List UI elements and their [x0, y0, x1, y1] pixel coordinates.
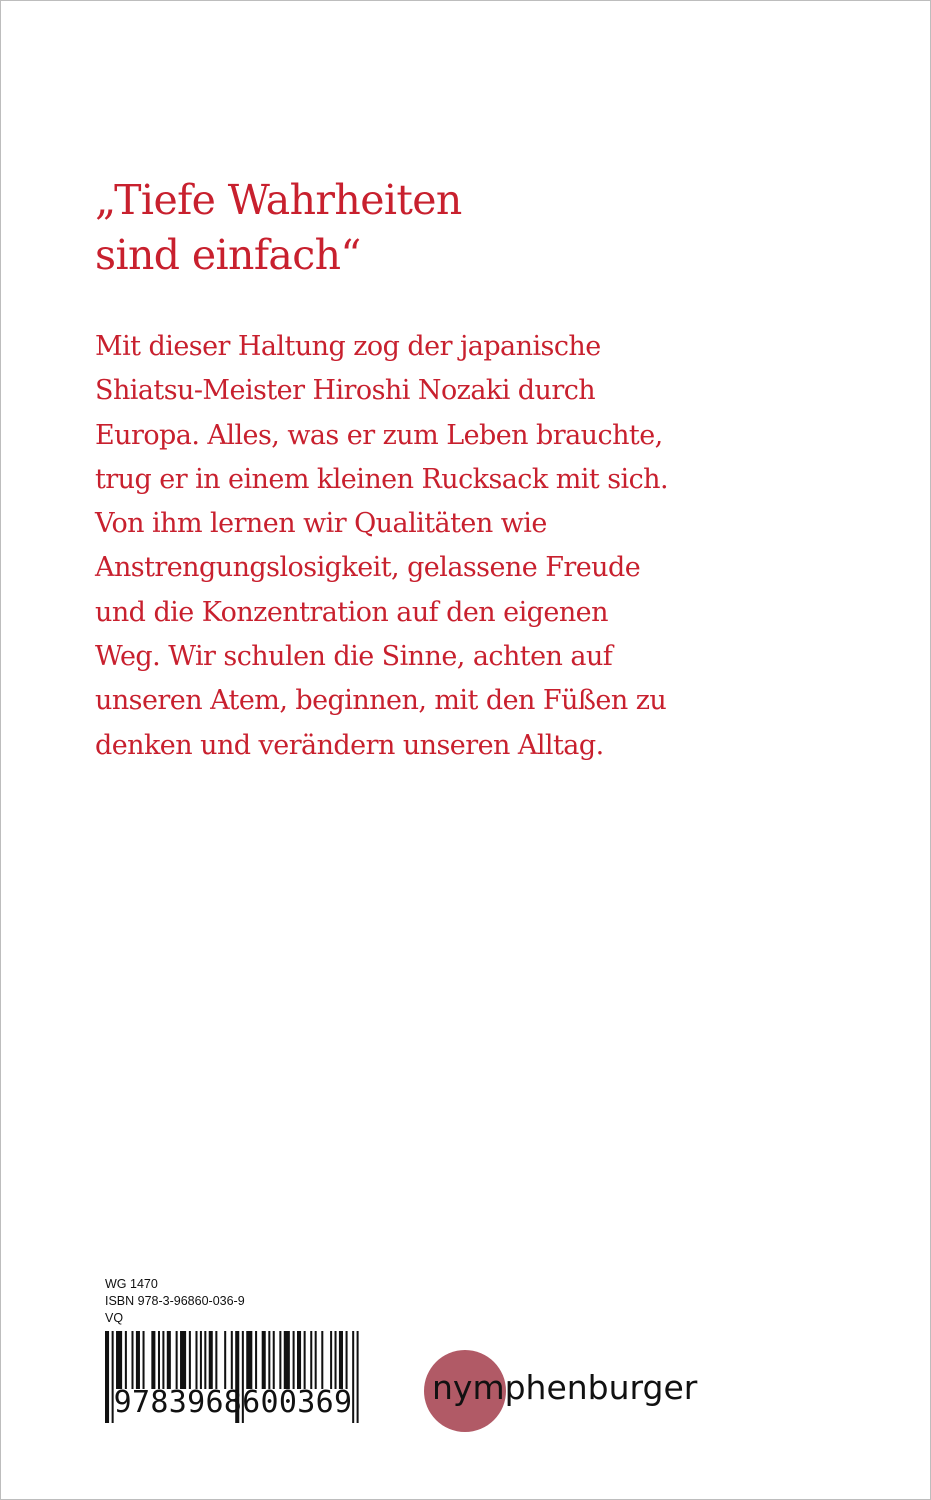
barcode-number: 9783968600369 — [113, 1385, 353, 1420]
barcode-bar — [131, 1331, 133, 1389]
blurb-line: Shiatsu-Meister Hiroshi Nozaki durch — [95, 375, 596, 407]
barcode-bar — [200, 1331, 202, 1389]
headline — [95, 173, 715, 283]
barcode-bar — [125, 1331, 127, 1389]
barcode-bar — [262, 1331, 266, 1389]
blurb-line: Europa. Alles, was er zum Leben brauchte, — [95, 419, 663, 451]
barcode-bar — [279, 1331, 281, 1389]
barcode-bar — [321, 1331, 323, 1389]
barcode-bar — [136, 1331, 140, 1389]
headline-line-2: sind einfach“ — [95, 231, 361, 279]
blurb-text — [95, 325, 775, 768]
headline-line-1: „Tiefe Wahrheiten — [95, 176, 462, 224]
barcode-bar — [246, 1331, 252, 1389]
blurb-line: denken und verändern unseren Alltag. — [95, 729, 604, 761]
logo-text: nymphenburger — [432, 1368, 698, 1407]
barcode-bar — [273, 1331, 275, 1389]
barcode-bar — [167, 1331, 171, 1389]
blurb-line: Von ihm lernen wir Qualitäten wie — [95, 508, 547, 540]
barcode-bar — [176, 1331, 178, 1389]
barcode-bar — [180, 1331, 186, 1389]
barcode-bar — [346, 1331, 348, 1389]
barcode-bar — [339, 1331, 343, 1389]
barcode-bar — [231, 1331, 233, 1389]
barcode-bar — [335, 1331, 337, 1389]
isbn: ISBN 978-3-96860-036-9 — [105, 1294, 245, 1308]
barcode-bar — [158, 1331, 160, 1389]
barcode-bar — [209, 1331, 213, 1389]
blurb-line: Weg. Wir schulen die Sinne, achten auf — [95, 641, 613, 673]
barcode-bar — [151, 1331, 155, 1389]
barcode-bar — [195, 1331, 197, 1389]
vq-code: VQ — [105, 1311, 124, 1325]
blurb-line: und die Konzentration auf den eigenen — [95, 596, 608, 628]
blurb-line: Anstrengungslosigkeit, gelassene Freude — [95, 552, 641, 584]
barcode-bar — [224, 1331, 226, 1389]
barcode-bar — [215, 1331, 217, 1389]
barcode-bar — [162, 1331, 164, 1389]
barcode-bar — [116, 1331, 122, 1389]
barcode-bar — [143, 1331, 145, 1389]
publisher-logo — [424, 1349, 754, 1433]
barcode-bar — [315, 1331, 317, 1389]
barcode-bar — [268, 1331, 270, 1389]
barcode-bar — [204, 1331, 206, 1389]
imprint-block — [105, 1276, 245, 1327]
barcode-bar — [284, 1331, 290, 1389]
barcode-bar — [310, 1331, 312, 1389]
barcode-bar — [255, 1331, 257, 1389]
barcode-bar — [189, 1331, 191, 1389]
barcode-bar — [293, 1331, 295, 1389]
barcode-bar — [330, 1331, 332, 1389]
wg-code: WG 1470 — [105, 1277, 158, 1291]
barcode-bar — [304, 1331, 306, 1389]
blurb-line: unseren Atem, beginnen, mit den Füßen zu — [95, 685, 667, 717]
barcode-bar — [297, 1331, 301, 1389]
blurb-line: Mit dieser Haltung zog der japanische — [95, 331, 601, 362]
blurb-line: trug er in einem kleinen Rucksack mit sich. — [95, 463, 669, 495]
